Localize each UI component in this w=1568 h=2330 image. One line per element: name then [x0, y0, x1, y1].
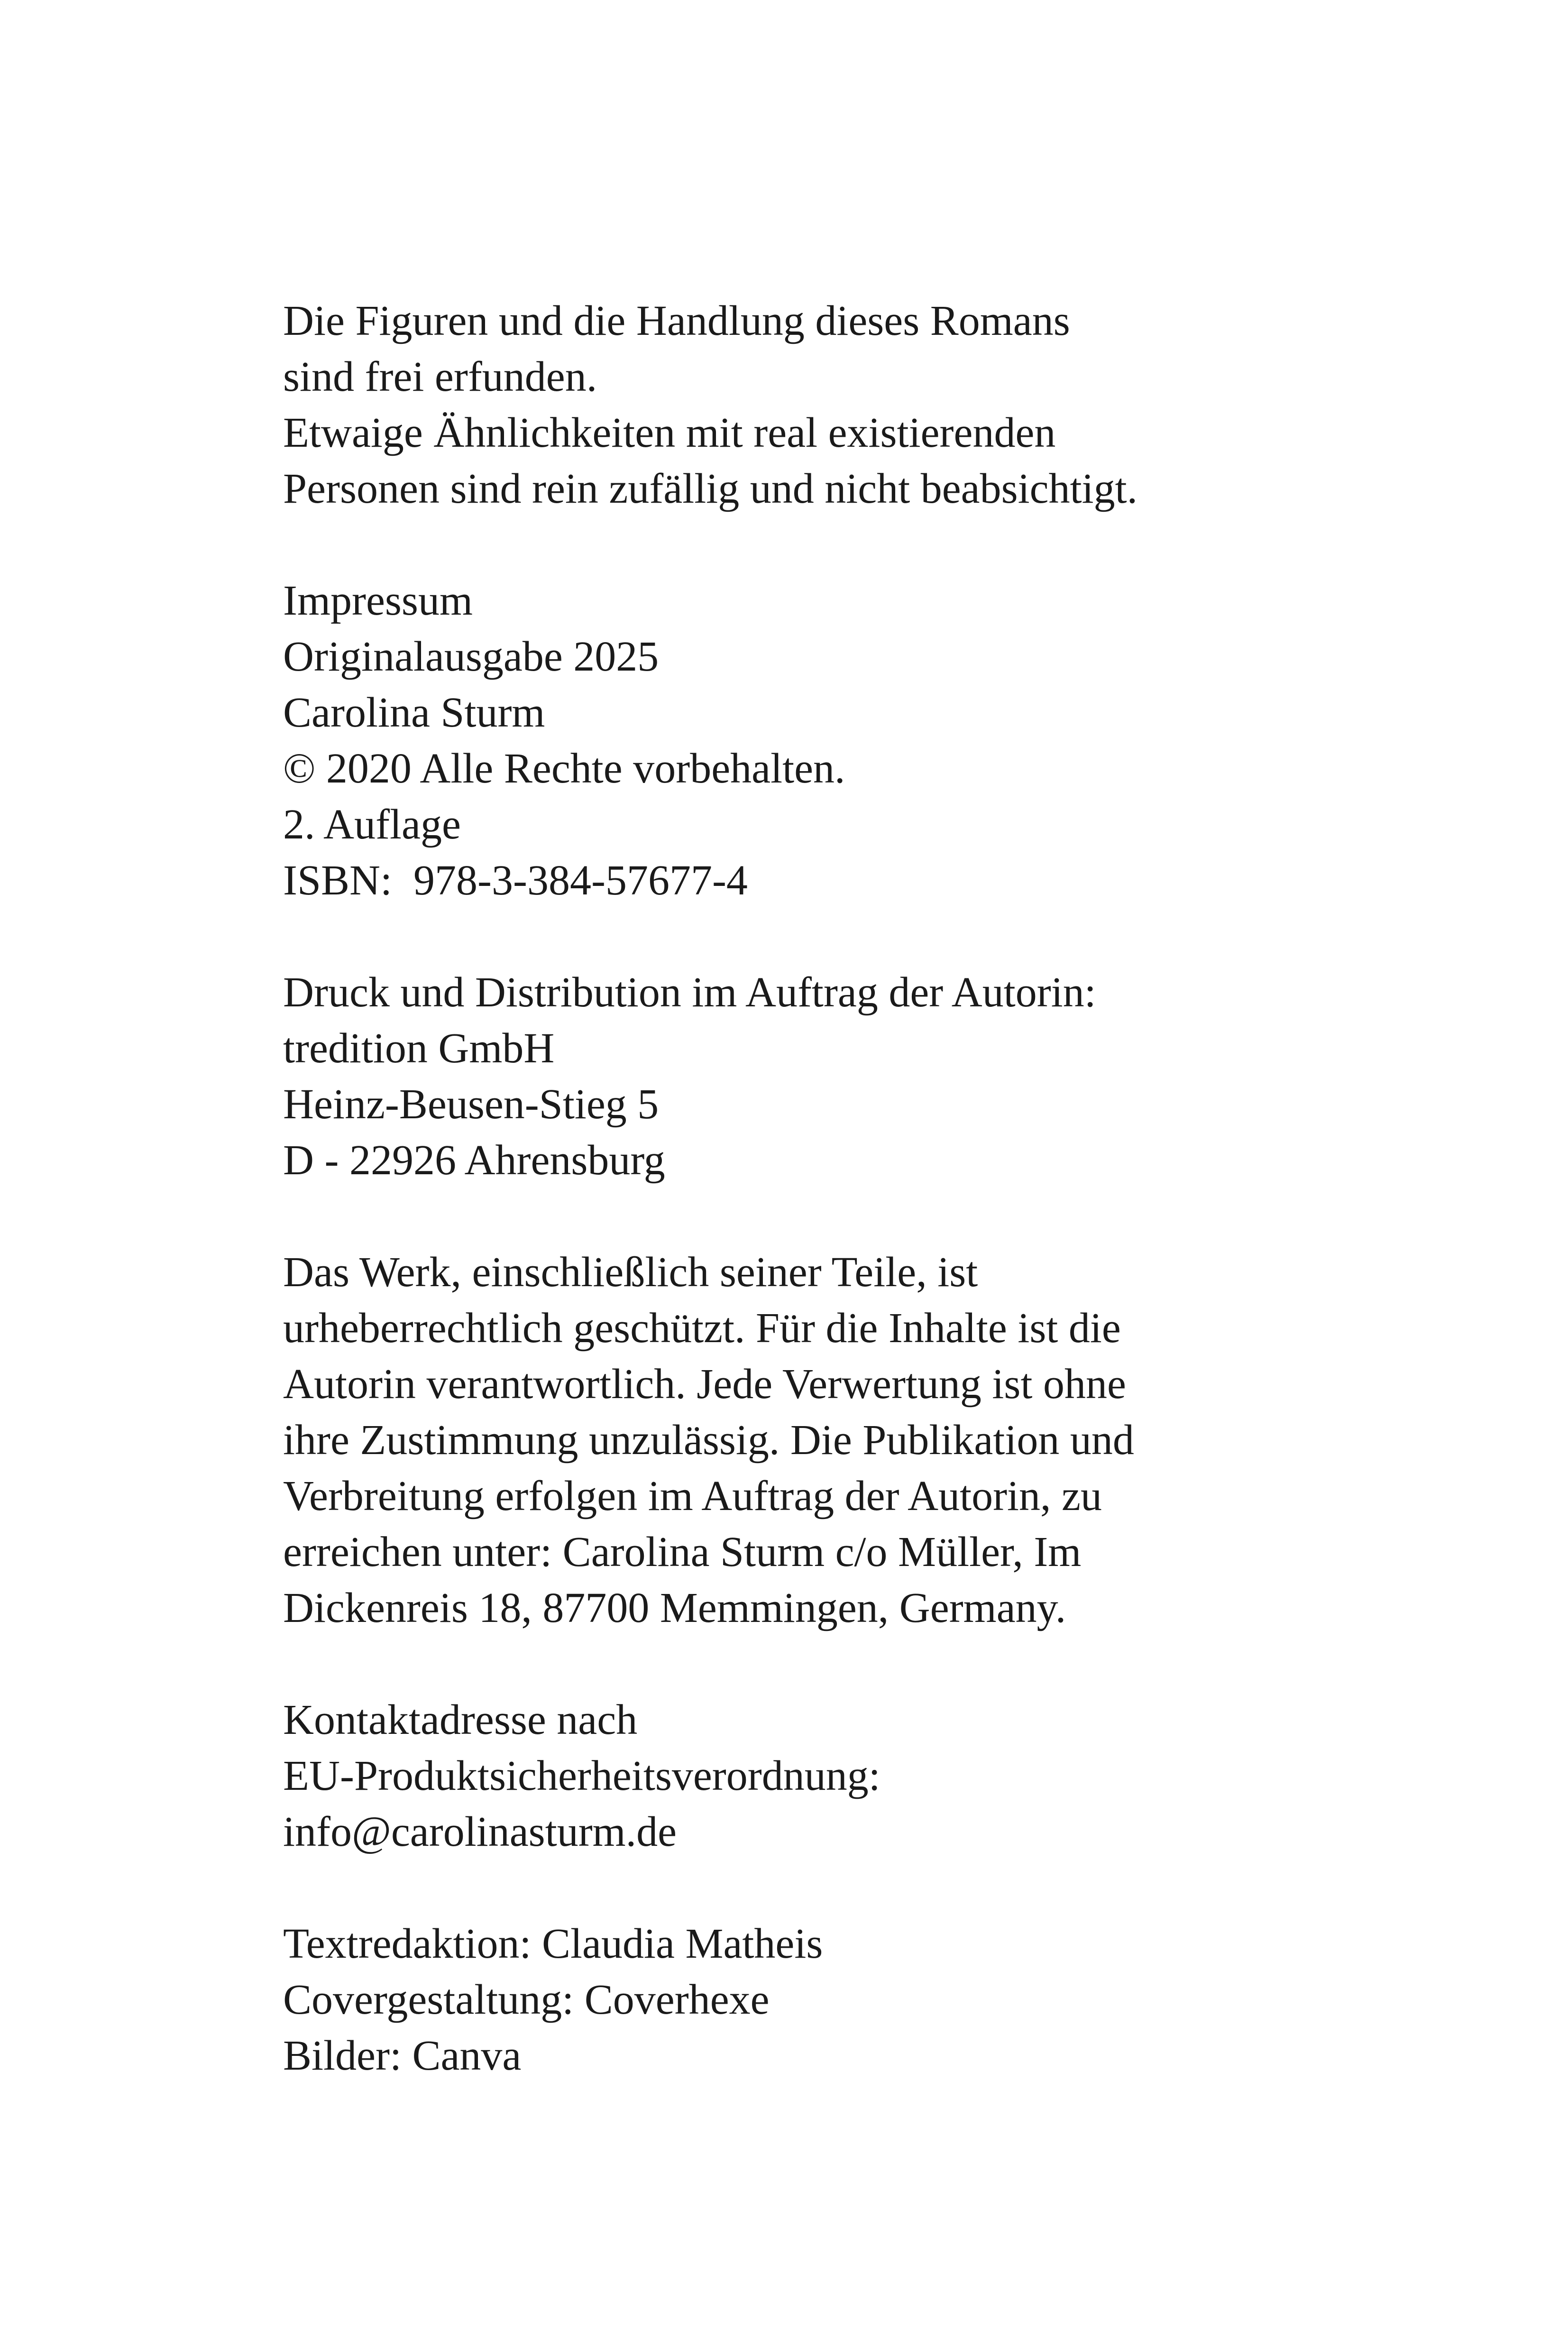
disclaimer-paragraph: [283, 293, 1326, 517]
publisher-city: D - 22926 Ahrensburg: [283, 1137, 665, 1184]
publisher-intro: Druck und Distribution im Auftrag der Autorin:: [283, 969, 1096, 1016]
imprint-content: [283, 293, 1326, 2084]
credit-cover: Covergestaltung: Coverhexe: [283, 1976, 770, 2023]
publisher-paragraph: [283, 965, 1326, 1188]
publisher-street: Heinz-Beusen-Stieg 5: [283, 1081, 659, 1128]
isbn-line: ISBN: 978-3-384-57677-4: [283, 857, 748, 904]
imprint-heading: Impressum: [283, 577, 473, 624]
contact-line: Kontaktadresse nach: [283, 1696, 638, 1743]
author-name: Carolina Sturm: [283, 689, 545, 736]
copyright-line: urheberrechtlich geschützt. Für die Inhalte ist die: [283, 1305, 1121, 1352]
contact-email: info@carolinasturm.de: [283, 1808, 677, 1855]
imprint-paragraph: [283, 573, 1326, 909]
credit-images: Bilder: Canva: [283, 2032, 522, 2079]
copyright-line: Autorin verantwortlich. Jede Verwertung ist ohne: [283, 1361, 1126, 1408]
copyright-notice: © 2020 Alle Rechte vorbehalten.: [283, 745, 845, 792]
edition-line: Originalausgabe 2025: [283, 633, 659, 680]
credit-editing: Textredaktion: Claudia Matheis: [283, 1920, 823, 1967]
disclaimer-line: Etwaige Ähnlichkeiten mit real existierenden: [283, 409, 1056, 456]
credits-paragraph: [283, 1916, 1326, 2084]
copyright-line: ihre Zustimmung unzulässig. Die Publikation und: [283, 1417, 1134, 1464]
contact-line: EU-Produktsicherheitsverordnung:: [283, 1752, 880, 1799]
disclaimer-line: Die Figuren und die Handlung dieses Romans: [283, 297, 1070, 344]
disclaimer-line: Personen sind rein zufällig und nicht beabsichtigt.: [283, 465, 1138, 512]
copyright-line: Dickenreis 18, 87700 Memmingen, Germany.: [283, 1584, 1066, 1631]
copyright-paragraph: [283, 1244, 1326, 1636]
publisher-name: tredition GmbH: [283, 1025, 555, 1072]
disclaimer-line: sind frei erfunden.: [283, 353, 597, 400]
printing-edition: 2. Auflage: [283, 801, 461, 848]
copyright-line: erreichen unter: Carolina Sturm c/o Müller, Im: [283, 1529, 1082, 1575]
copyright-line: Das Werk, einschließlich seiner Teile, ist: [283, 1249, 978, 1296]
copyright-line: Verbreitung erfolgen im Auftrag der Autorin, zu: [283, 1473, 1102, 1520]
contact-paragraph: [283, 1692, 1326, 1860]
